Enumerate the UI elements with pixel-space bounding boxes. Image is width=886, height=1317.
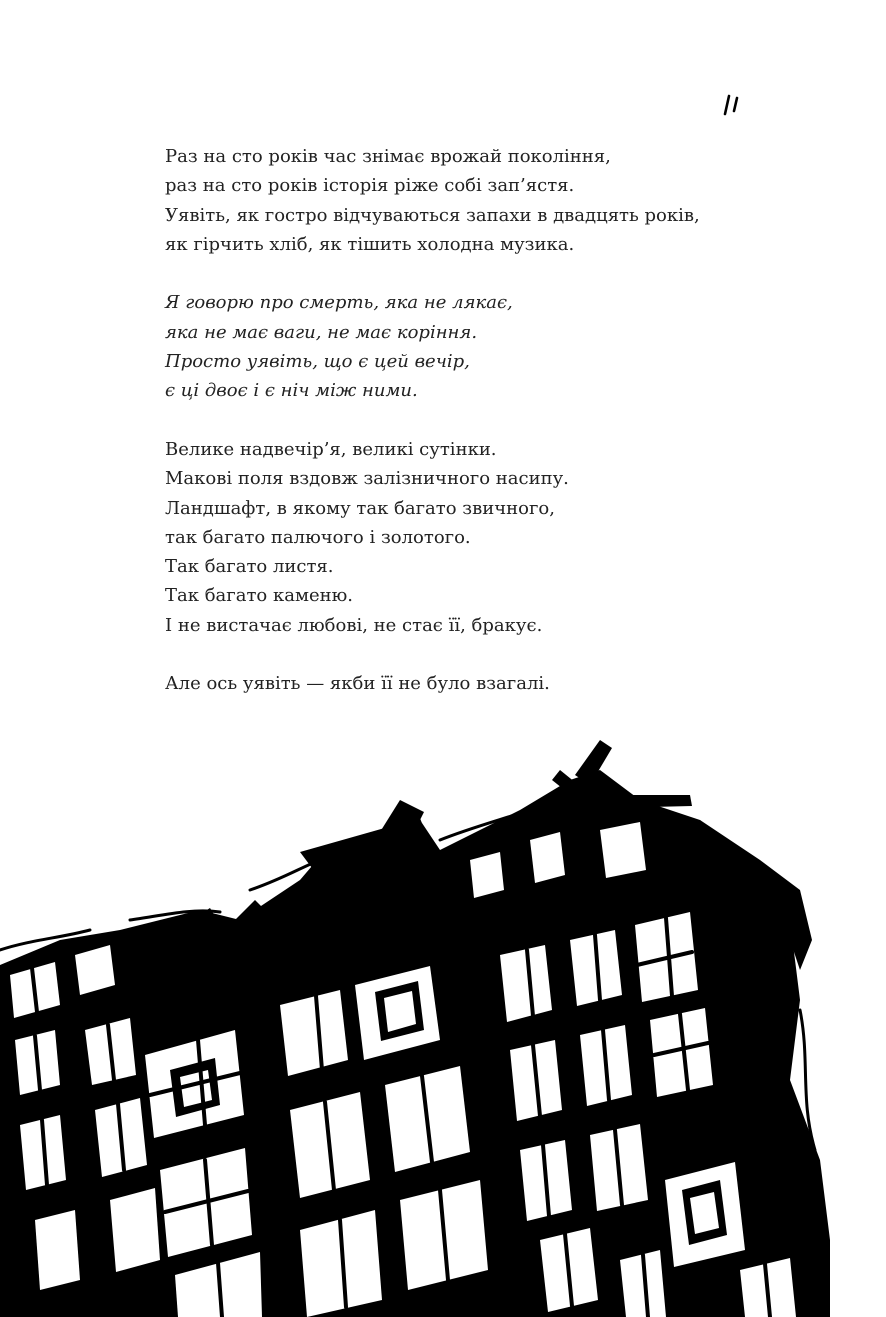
poem-line: І не вистачає любові, не стає її, бракує. (165, 614, 543, 636)
poem-line: Так багато каменю. (165, 585, 353, 607)
poem-line: Раз на сто років час знімає врожай покоління, (165, 146, 611, 167)
poem-line: Макові поля вздовж залізничного насипу. (165, 468, 569, 490)
poem-line: Уявіть, як гостро відчуваються запахи в двадцять років, (165, 204, 700, 226)
poem-line: Але ось уявіть — якби її не було взагалі. (165, 673, 550, 695)
poem-line: Я говорю про смерть, яка не лякає, (165, 292, 513, 314)
ruined-building-illustration (0, 740, 886, 1317)
page-mark-glyph (722, 92, 744, 120)
poem-line: Так багато листя. (165, 556, 334, 578)
poem-text (165, 142, 805, 699)
stanza-2 (165, 288, 805, 405)
poem-line: яка не має ваги, не має коріння. (165, 321, 478, 343)
poem-line: раз на сто років історія ріже собі зап’ястя. (165, 175, 575, 197)
poem-line: як гірчить хліб, як тішить холодна музика. (165, 233, 575, 255)
stanza-1 (165, 142, 805, 259)
stanza-4 (165, 669, 805, 698)
poem-line: Ландшафт, в якому так багато звичного, (165, 497, 555, 519)
stanza-3 (165, 435, 805, 640)
poem-line: є ці двоє і є ніч між ними. (165, 380, 418, 402)
poem-line: так багато палючого і золотого. (165, 526, 471, 548)
poem-line: Просто уявіть, що є цей вечір, (165, 351, 470, 373)
poem-line: Велике надвечір’я, великі сутінки. (165, 438, 497, 460)
